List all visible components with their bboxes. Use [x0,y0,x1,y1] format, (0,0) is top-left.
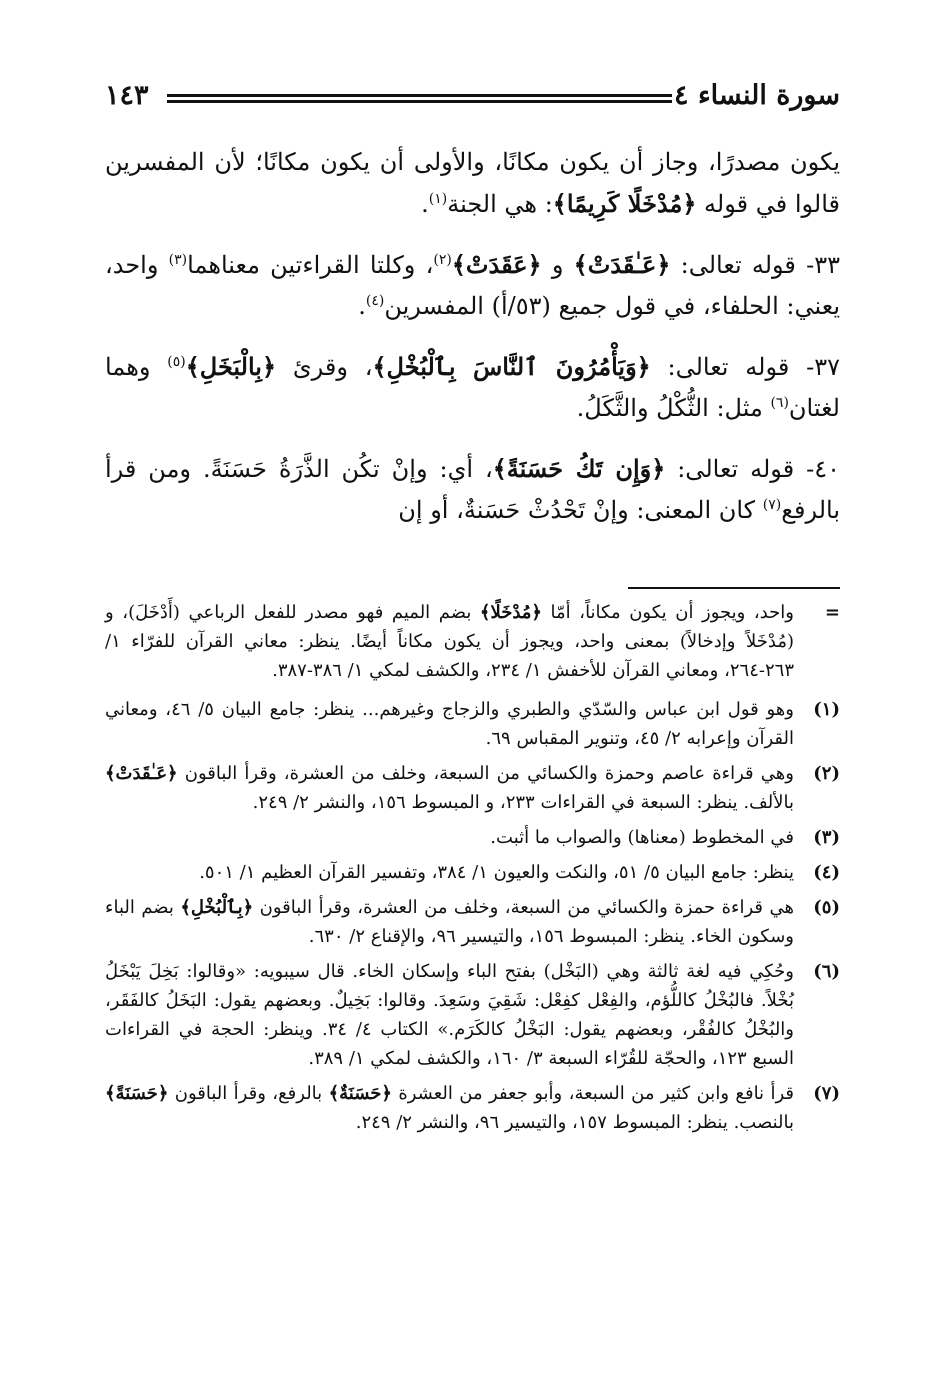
footnote-number: (٥) [813,897,840,918]
main-text [105,142,840,550]
text-run: ، وقرئ [276,353,373,381]
footnote-separator [628,587,840,589]
text-run: بضم الميم فهو مصدر للفعل الرباعي (أَدْخَلَ)، و (مُدْخَلاً وإدخالاً) بمعنى واحد، ويجوز أن يكون مكاناً أيضًا. ينظر: معاني القرآن للفرّاء ١/ ٢٦٣-٢٦٤، ومعاني القرآن للأخفش ١/ ٢٣٤، والكشف لمكي ١/ ٣٨٦-٣٨٧. [105,602,794,681]
quran-quote: ﴿حَسَنَةً﴾ [105,1083,169,1104]
footnote-ref: (٤) [365,293,385,309]
footnote [105,823,840,852]
footnote-ref: (٧) [762,497,782,513]
footnote-ref: (٥) [167,354,186,370]
footnote [105,893,840,951]
quran-quote: ﴿وَيَأْمُرُونَ ٱلنَّاسَ بِٱلْبُخْلِ﴾ [372,352,651,381]
text-run: . [358,292,366,320]
footnote [105,695,840,753]
footnote [105,1079,840,1137]
quran-quote: ﴿عَـٰقَدَتْ﴾ [105,763,178,784]
text-run: واحد، ويجوز أن يكون مكاناً، أمّا [541,602,794,623]
quran-quote: ﴿بِالْبَخَلِ﴾ [185,352,277,381]
footnote-text: في المخطوط (معناها) والصواب ما أثبت. [490,827,794,848]
footnote-number: (٤) [813,862,840,883]
footnote-number: (٢) [813,763,840,784]
text-run: واحد، يعني: الحلفاء، في قول جميع (٥٣/أ) المفسرين [105,251,840,320]
text-run: ٤٠- قوله تعالى: [665,455,840,483]
quran-quote: ﴿حَسَنَةٌ﴾ [328,1083,392,1104]
text-run: بالرفع، وقرأ الباقون [168,1083,329,1104]
footnote-ref: (٦) [770,395,789,411]
text-run: قرأ نافع وابن كثير من السبعة، وأبو جعفر من العشرة [391,1083,794,1104]
quran-quote: ﴿وَإِن تَكُ حَسَنَةً﴾ [492,454,666,483]
text-run: ، وكلتا القراءتين معناهما [187,251,434,279]
footnote-number: (٣) [813,827,840,848]
footnote-number: (٦) [813,961,840,982]
text-run: ، أي: وإنْ تكُن الذَّرَةُ حَسَنَةً. ومن قرأ بالرفع [105,455,840,524]
paragraph [105,346,840,429]
footnote-number: (١) [813,699,840,720]
footnote-continuation [105,598,840,685]
footnote-ref: (١) [428,191,448,207]
quran-quote: ﴿عَـٰقَدَتْ﴾ [573,250,671,279]
footnote-text: وحُكِي فيه لغة ثالثة وهي (البَخْل) بفتح الباء وإسكان الخاء. قال سيبويه: «وقالوا: بَخِلَ يَبْخَلُ بُخْلاً. فالبُخْلُ كاللُّؤم، والفِعْل كفِعْل: شَقِيَ وسَعِدَ. وقالوا: بَخِيلٌ. وبعضهم يقول: البَخَلُ كالفَقَر، والبُخْلُ كالفُقْر، وبعضهم يقول: البَخْلُ كالكَرَم.» الكتاب ٤/ ٣٤. وينظر: الحجة في القراءات السبع ١٢٣، والحجّة للقُرّاء السبعة ٣/ ١٦٠، والكشف لمكي ١/ ٣٨٩. [105,961,794,1069]
text-run: وهما لغتان [105,353,840,422]
quran-quote: ﴿مُدْخَلًا﴾ [479,602,542,623]
footnote-number: (٧) [813,1083,840,1104]
surah-title: سورة النساء ٤ [674,80,840,111]
footnote [105,759,840,817]
text-run: مثل: الثُّكْلُ والثَّكَلُ. [576,394,771,422]
paragraph [105,448,840,531]
continuation-marker: = [824,602,840,623]
text-run: . [421,190,429,218]
text-run: ٣٣- قوله تعالى: [670,251,840,279]
text-run: : هي الجنة [447,190,553,218]
text-run: ٣٧- قوله تعالى: [650,353,841,381]
quran-quote: ﴿مُدْخَلًا كَرِيمًا﴾ [552,189,697,218]
text-run: وهي قراءة عاصم وحمزة والكسائي من السبعة، وخلف من العشرة، وقرأ الباقون [177,763,794,784]
footnote-text: ينظر: جامع البيان ٥/ ٥١، والنكت والعيون ١/ ٣٨٤، وتفسير القرآن العظيم ١/ ٥٠١. [199,862,794,883]
paragraph [105,244,840,327]
page-number: ١٤٣ [105,80,149,111]
text-run: هي قراءة حمزة والكسائي من السبعة، وخلف من العشرة، وقرأ الباقون [253,897,794,918]
footnote [105,957,840,1073]
footnote-text: وهو قول ابن عباس والسّدّي والطبري والزجاج وغيرهم... ينظر: جامع البيان ٥/ ٤٦، ومعاني القرآن وإعرابه ٢/ ٤٥، وتنوير المقباس ٦٩. [105,699,794,749]
page-header [105,80,840,120]
quran-quote: ﴿عَقَدَتْ﴾ [451,250,542,279]
footnote-ref: (٣) [168,252,188,268]
footnote [105,858,840,887]
text-run: و [541,251,574,279]
footnotes [105,598,840,1143]
quran-quote: ﴿بِٱلْبُخْلِ﴾ [180,897,254,918]
footnote-ref: (٢) [433,252,452,268]
text-run: يكون مصدرًا، وجاز أن يكون مكانًا، والأولى أن يكون مكانًا؛ لأن المفسرين قالوا في قوله [105,148,840,218]
text-run: كان المعنى: وإنْ تَحْدُثْ حَسَنةٌ، أو إن [398,496,763,524]
text-run: بالنصب. ينظر: المبسوط ١٥٧، والتيسير ٩٦، والنشر ٢/ ٢٤٩. [355,1112,794,1133]
header-double-rule [167,94,672,103]
text-run: بالألف. ينظر: السبعة في القراءات ٢٣٣، و المبسوط ١٥٦، والنشر ٢/ ٢٤٩. [252,792,794,813]
text-run: بضم الباء وسكون الخاء. ينظر: المبسوط ١٥٦، والتيسير ٩٦، والإقناع ٢/ ٦٣٠. [105,897,794,947]
paragraph [105,142,840,225]
